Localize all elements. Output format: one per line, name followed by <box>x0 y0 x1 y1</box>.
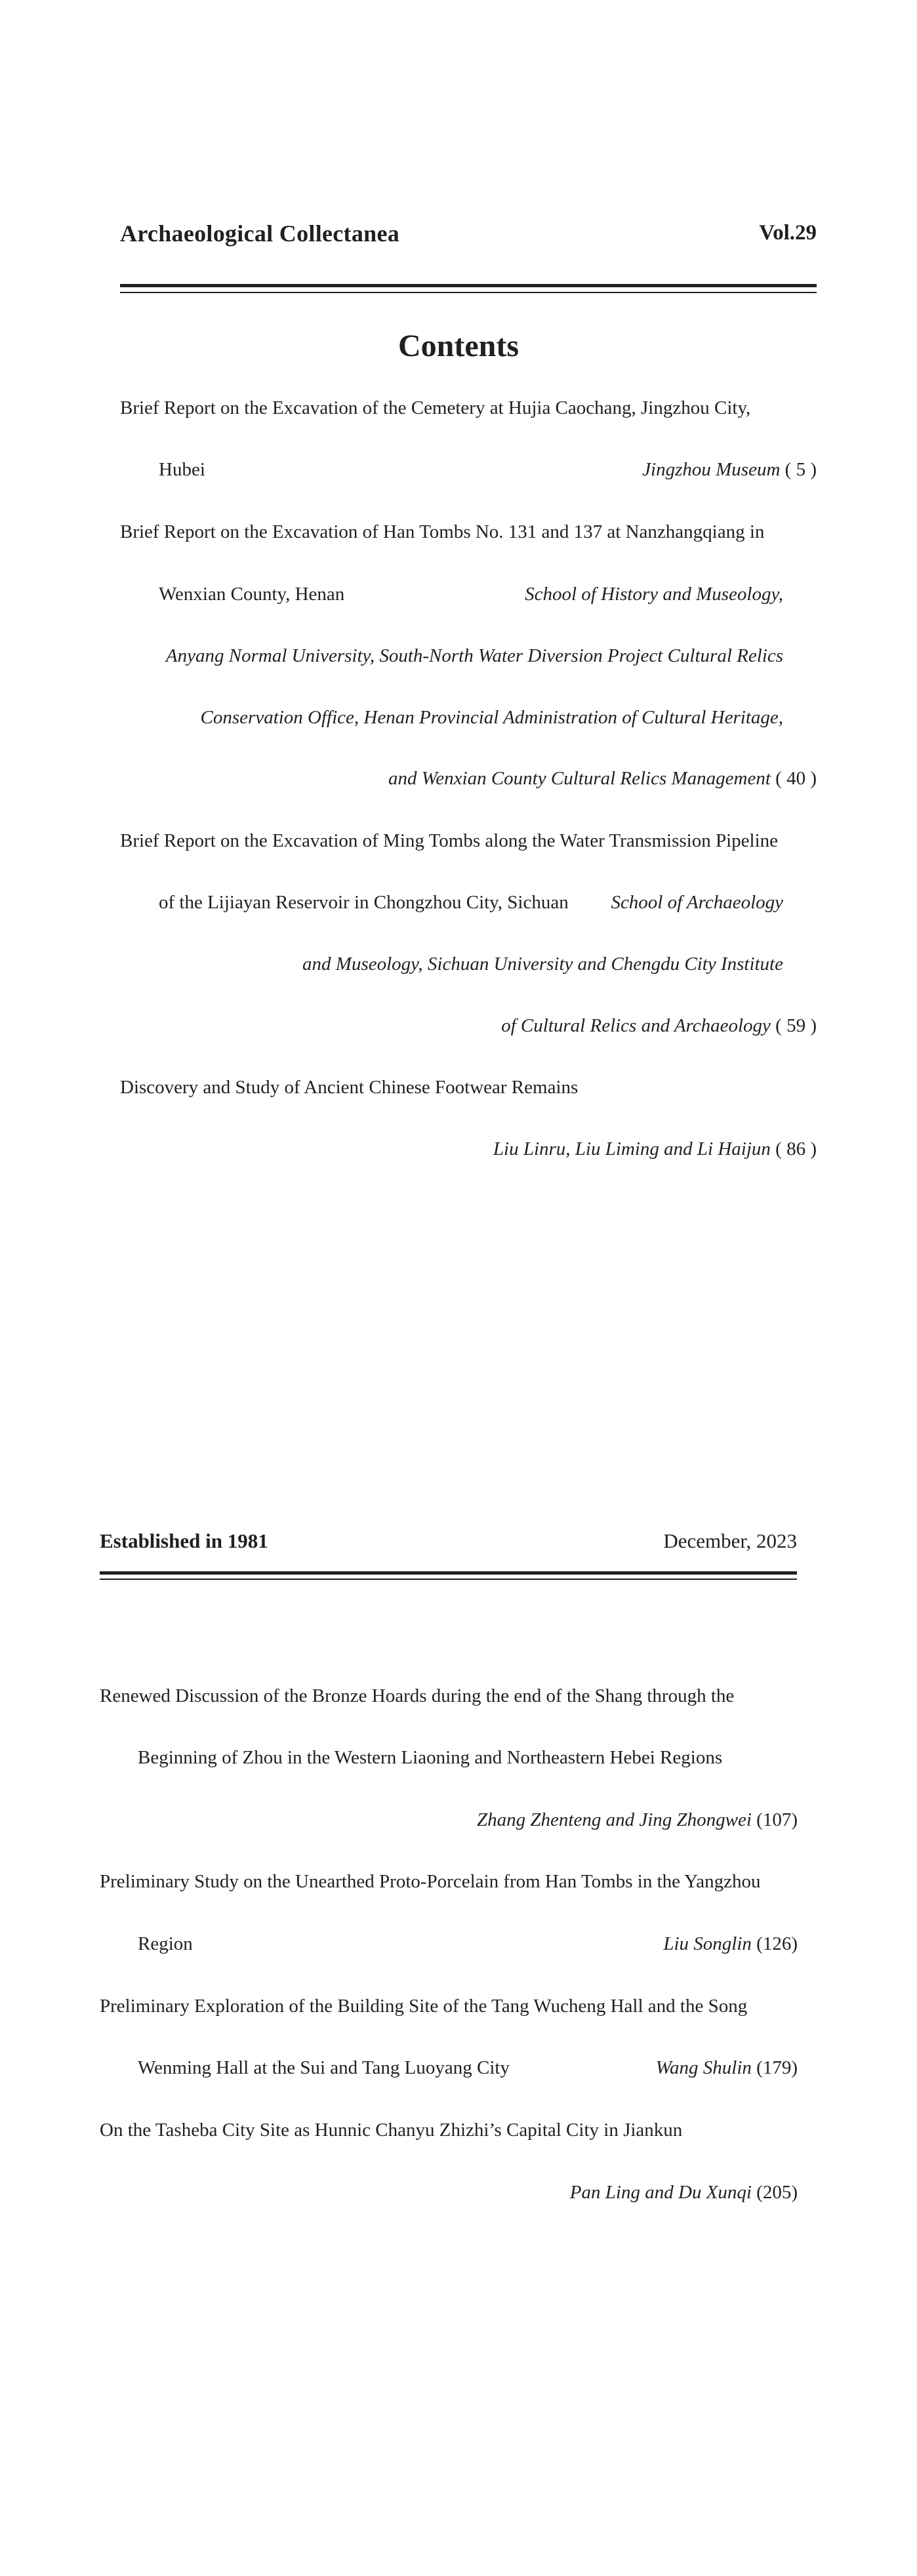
established-year: Established in 1981 <box>100 1529 268 1552</box>
entry-author: Pan Ling and Du Xunqi <box>569 2182 752 2203</box>
entry-title-line: of the Lijiayan Reservoir in Chongzhou City, Sichuan <box>159 892 569 913</box>
entry-title-line: Preliminary Exploration of the Building Site of the Tang Wucheng Hall and the Song <box>100 1996 748 2017</box>
entry-title-line: Wenming Hall at the Sui and Tang Luoyang City <box>138 2057 510 2078</box>
entry-page-number: (107) <box>756 1809 798 1830</box>
footer-rule-thin <box>100 1579 797 1580</box>
entry-page-number: ( 86 ) <box>775 1138 817 1159</box>
entry-author: of Cultural Relics and Archaeology <box>501 1015 771 1036</box>
entry-author: Zhang Zhenteng and Jing Zhongwei <box>477 1809 752 1830</box>
entry-title-line: Beginning of Zhou in the Western Liaoning and Northeastern Hebei Regions <box>138 1747 723 1768</box>
entry-title-line: Region <box>138 1933 193 1954</box>
entry-title-line: Preliminary Study on the Unearthed Proto-Porcelain from Han Tombs in the Yangzhou <box>100 1871 761 1892</box>
entry-title-line: On the Tasheba City Site as Hunnic Chanyu Zhizhi’s Capital City in Jiankun <box>100 2120 683 2141</box>
entry-author-line: School of Archaeology <box>611 892 783 913</box>
entry-author-line <box>642 458 817 481</box>
entry-author: Jingzhou Museum <box>642 459 781 480</box>
entry-author-line <box>388 767 817 790</box>
contents-heading: Contents <box>397 329 519 363</box>
header-rule-thin <box>120 292 817 293</box>
volume-number: Vol.29 <box>759 221 817 245</box>
entry-title-line: Brief Report on the Excavation of Han Tombs No. 131 and 137 at Nanzhangqiang in <box>120 521 765 542</box>
entry-title-line: Brief Report on the Excavation of Ming Tombs along the Water Transmission Pipeline <box>120 830 779 851</box>
entry-author-line: and Museology, Sichuan University and Chengdu City Institute <box>302 954 783 975</box>
entry-page-number: (179) <box>756 2057 798 2078</box>
entry-author-line: Conservation Office, Henan Provincial Administration of Cultural Heritage, <box>200 707 783 728</box>
entry-author-line <box>493 1137 817 1161</box>
entry-author-line: Anyang Normal University, South-North Water Diversion Project Cultural Relics <box>165 645 783 666</box>
entry-author: Wang Shulin <box>655 2057 752 2078</box>
entry-author-line: School of History and Museology, <box>525 584 783 605</box>
entry-page-number: (205) <box>756 2182 798 2203</box>
issue-date: December, 2023 <box>663 1529 797 1552</box>
entry-title-line: Brief Report on the Excavation of the Cemetery at Hujia Caochang, Jingzhou City, <box>120 397 751 418</box>
page-footer <box>100 1529 797 1558</box>
entry-title-line: Hubei <box>159 459 205 480</box>
entry-title-line: Wenxian County, Henan <box>159 584 345 605</box>
page-header <box>120 220 817 252</box>
entry-page-number: ( 5 ) <box>785 459 817 480</box>
entry-author-line <box>656 2056 798 2080</box>
header-rule-thick <box>120 284 817 287</box>
entry-author-line <box>663 1932 798 1956</box>
entry-author: and Wenxian County Cultural Relics Management <box>388 768 771 789</box>
entry-page-number: ( 40 ) <box>775 768 817 789</box>
footer-rule-thick <box>100 1571 797 1575</box>
entry-author: Liu Linru, Liu Liming and Li Haijun <box>493 1138 771 1159</box>
entry-title-line: Discovery and Study of Ancient Chinese Footwear Remains <box>120 1077 579 1098</box>
entry-author-line <box>477 1808 798 1832</box>
journal-title: Archaeological Collectanea <box>120 220 400 247</box>
entry-author: Liu Songlin <box>663 1933 752 1954</box>
entry-author-line <box>570 2181 798 2204</box>
entry-title-line: Renewed Discussion of the Bronze Hoards during the end of the Shang through the <box>100 1685 735 1706</box>
entry-author-line <box>501 1014 817 1037</box>
entry-page-number: (126) <box>756 1933 798 1954</box>
entry-page-number: ( 59 ) <box>775 1015 817 1036</box>
